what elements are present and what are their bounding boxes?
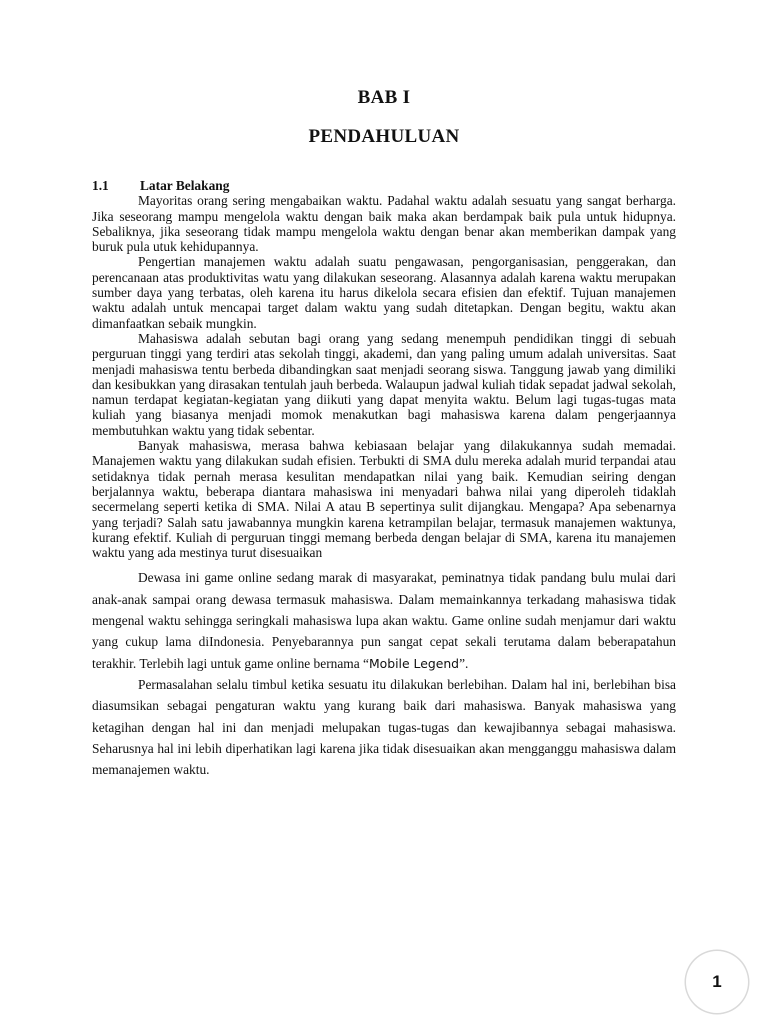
paragraph-game-online xyxy=(92,567,676,673)
page-number-badge xyxy=(686,951,748,1013)
page-number: 1 xyxy=(712,972,722,991)
paragraph: Banyak mahasiswa, merasa bahwa kebiasaan belajar yang dilakukannya sudah memadai. Manajemen waktu yang dilakukan sudah efisien. Terbukti di SMA dulu mereka adalah murid terpandai atau setidaknya tidak pernah merasa kesulitan mendapatkan nilai yang baik. Kemudian seiring dengan berjalannya waktu, beberapa diantara mahasiswa ini menyadari bahwa nilai yang diperoleh tidaklah secermelang seperti ketika di SMA. Nilai A atau B sepertinya sulit dijangkau. Mengapa? Apa sebenarnya yang terjadi? Salah satu jawabannya mungkin karena ketrampilan belajar, termasuk manajemen waktunya, kurang efektif. Kuliah di perguruan tinggi memang berbeda dengan belajar di SMA, karena itu manajemen waktu yang ada mestinya turut disesuaikan xyxy=(92,438,676,561)
body-text xyxy=(92,178,676,780)
chapter-label: BAB I xyxy=(357,87,411,108)
paragraph: Mayoritas orang sering mengabaikan waktu. Padahal waktu adalah sesuatu yang sangat berharga. Jika seseorang mampu mengelola waktu dengan baik maka akan berdampak baik pula untuk hidupnya. Sebaliknya, jika seseorang tidak mampu mengelola waktu dengan benar akan memberikan dampak yang buruk pula utuk kehidupannya. xyxy=(92,193,676,255)
section-title: Latar Belakang xyxy=(140,178,230,193)
loose-paragraph-block xyxy=(92,567,676,780)
paragraph-text: Dewasa ini game online sedang marak di masyarakat, peminatnya tidak pandang bulu mulai dari anak-anak sampai orang dewasa termasuk mahasiswa. Dalam memainkannya terkadang mahasiswa tidak mengenal waktu sehingga seringkali mahasiswa lupa akan waktu. Game online sudah menjamur dari waktu yang cukup lama diIndonesia. Penyebarannya pun sangat cepat sekali terutama dalam beberapatahun terakhir. Terlebih lagi untuk game online bernama “ xyxy=(92,570,676,671)
paragraph: Mahasiswa adalah sebutan bagi orang yang sedang menempuh pendidikan tinggi di sebuah perguruan tinggi yang terdiri atas sekolah tinggi, akademi, dan yang paling umum adalah universitas. Saat menjadi mahasiswa tentu berbeda dibandingkan saat menjadi seorang siswa. Tanggung jawab yang dimiliki dan kesibukkan yang dirasakan tentulah jauh berbeda. Walaupun jadwal kuliah tidak sepadat jadwal sekolah, namun terdapat kegiatan-kegiatan yang diikuti yang dapat menyita waktu. Belum lagi tugas-tugas mata kuliah yang biasanya menjadi momok menakutkan bagi mahasiswa karena dalam pengerjaannya membutuhkan waktu yang tidak sebentar. xyxy=(92,330,676,438)
chapter-title: PENDAHULUAN xyxy=(308,126,460,147)
section-number: 1.1 xyxy=(92,178,109,193)
paragraph-text: ”. xyxy=(459,655,469,671)
section-heading xyxy=(92,178,676,193)
paragraph: Pengertian manajemen waktu adalah suatu pengawasan, pengorganisasian, penggerakan, dan perencanaan atas produktivitas watu yang dilakukan seseorang. Alasannya adalah karena waktu merupakan sumber daya yang terbatas, oleh karena itu harus dikelola secara efisien dan efektif. Tujuan manajemen waktu adalah untuk mencapai target dalam waktu yang sudah ditetapkan. Dengan begitu, waktu akan dimanfaatkan sebaik mungkin. xyxy=(92,254,676,331)
paragraph: Permasalahan selalu timbul ketika sesuatu itu dilakukan berlebihan. Dalam hal ini, berlebihan bisa diasumsikan sebagai pengaturan waktu yang kurang baik dari mahasiswa. Banyak mahasiswa yang ketagihan dengan hal ini dan menjadi melupakan tugas-tugas dan kewajibannya sebagai mahasiswa. Seharusnya hal ini lebih diperhatikan lagi karena jika tidak disesuaikan akan mengganggu mahasiswa dalam memanajemen waktu. xyxy=(92,676,676,778)
game-name: Mobile Legend xyxy=(368,655,460,671)
